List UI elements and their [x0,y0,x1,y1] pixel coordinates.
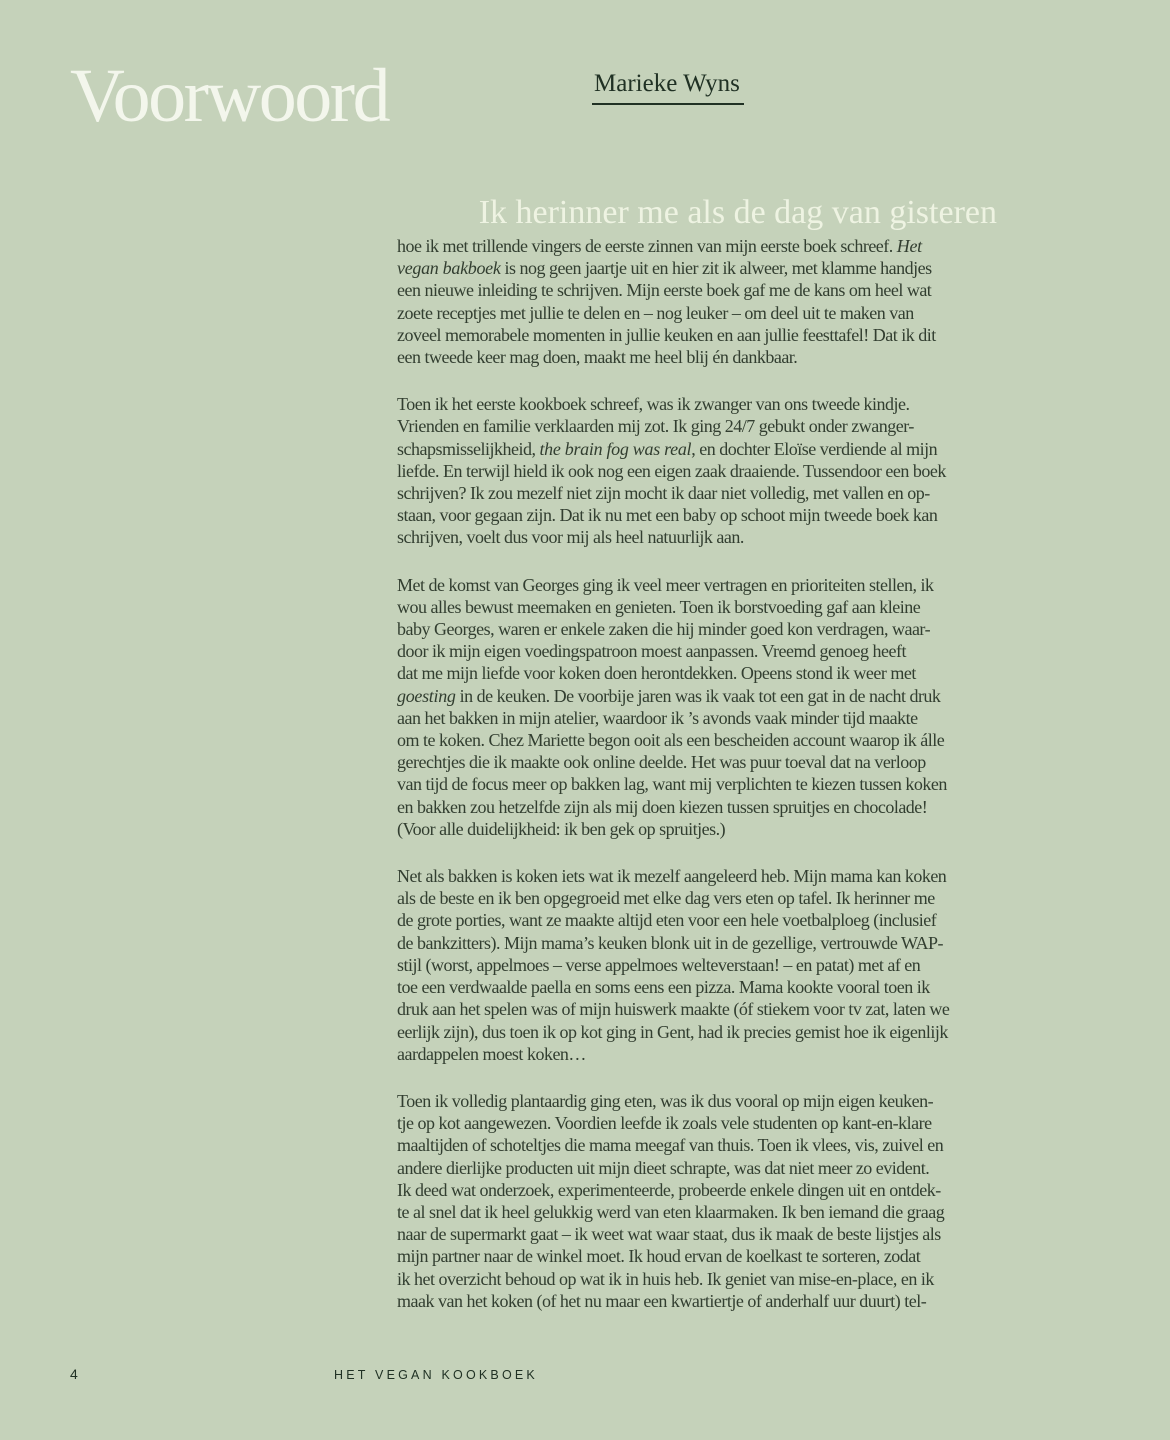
text-line: eerlijk zijn), dus toen ik op kot ging in Gent, had ik precies gemist hoe ik eigenlijk [397,1021,948,1042]
body-text [397,235,1015,1312]
text-line: een tweede keer mag doen, maakt me heel blij én dankbaar. [397,347,798,368]
lead-heading: Ik herinner me als de dag van gisteren [478,194,997,231]
text-line: een nieuwe inleiding te schrijven. Mijn eerste boek gaf me de kans om heel wat [397,280,932,301]
text-line: maak van het koken (of het nu maar een kwartiertje of anderhalf uur duurt) tel- [397,1290,927,1311]
paragraph [397,393,1015,548]
text-column [397,194,1015,1312]
text-line: naar de supermarkt gaat – ik weet wat waar staat, dus ik maak de beste lijstjes als [397,1224,941,1245]
text-line: van tijd de focus meer op bakken lag, want mij verplichten te kiezen tussen koken [397,774,947,795]
text-line: door ik mijn eigen voedingspatroon moest aanpassen. Vreemd genoeg heeft [397,641,906,662]
text-line: Met de komst van Georges ging ik veel meer vertragen en prioriteiten stellen, ik [397,574,934,595]
text-line: te al snel dat ik heel gelukkig werd van eten klaarmaken. Ik ben iemand die graag [397,1201,945,1222]
text-line: gerechtjes die ik maakte ook online deelde. Het was puur toeval dat na verloop [397,752,926,773]
text-line: stijl (worst, appelmoes – verse appelmoes welteverstaan! – en patat) met af en [397,954,921,975]
text-line: en bakken zou hetzelfde zijn als mij doen kiezen tussen spruitjes en chocolade! [397,796,928,817]
text-line: schapsmisselijkheid, the brain fog was real, en dochter Eloïse verdiende al mijn [397,438,938,459]
text-line: mijn partner naar de winkel moet. Ik houd ervan de koelkast te sorteren, zodat [397,1246,921,1267]
text-line: ik het overzicht behoud op wat ik in huis heb. Ik geniet van mise-en-place, en ik [397,1268,934,1289]
text-line: aan het bakken in mijn atelier, waardoor ik ’s avonds vaak minder tijd maakte [397,707,918,728]
text-line: staan, voor gegaan zijn. Dat ik nu met een baby op schoot mijn tweede boek kan [397,505,938,526]
text-line: andere dierlijke producten uit mijn dieet schrapte, was dat niet meer zo evident. [397,1157,930,1178]
text-line: Toen ik het eerste kookboek schreef, was ik zwanger van ons tweede kindje. [397,394,910,415]
text-line: liefde. En terwijl hield ik ook nog een eigen zaak draaiende. Tussendoor een boek [397,460,946,481]
text-line: tje op kot aangewezen. Voordien leefde ik zoals vele studenten op kant-en-klare [397,1113,932,1134]
paragraph [397,865,1015,1065]
text-line: toe een verdwaalde paella en soms eens een pizza. Mama kookte vooral toen ik [397,977,930,998]
page-title: Voorwoord [70,54,389,138]
paragraph [397,235,1015,368]
page-number: 4 [70,1366,78,1382]
text-line: de grote porties, want ze maakte altijd eten voor een hele voetbalploeg (inclusief [397,910,937,931]
text-line: Ik deed wat onderzoek, experimenteerde, probeerde enkele dingen uit en ontdek- [397,1179,941,1200]
text-line: schrijven? Ik zou mezelf niet zijn mocht ik daar niet volledig, met vallen en op- [397,483,930,504]
text-line: hoe ik met trillende vingers de eerste zinnen van mijn eerste boek schreef. Het [397,236,922,256]
text-line: zoveel memorabele momenten in jullie keuken en aan jullie feesttafel! Dat ik dit [397,324,936,345]
text-line: aardappelen moest koken… [397,1043,586,1064]
text-line: de bankzitters). Mijn mama’s keuken blonk uit in de gezellige, vertrouwde WAP- [397,932,944,953]
text-line: Vrienden en familie verklaarden mij zot. Ik ging 24/7 gebukt onder zwanger- [397,416,914,437]
text-line: vegan bakboek is nog geen jaartje uit en hier zit ik alweer, met klamme handjes [397,258,932,279]
text-line: om te koken. Chez Mariette begon ooit als een bescheiden account waarop ik álle [397,730,945,751]
text-line: wou alles bewust meemaken en genieten. Toen ik borstvoeding gaf aan kleine [397,596,921,617]
author-name: Marieke Wyns [592,70,744,105]
running-title: HET VEGAN KOOKBOEK [334,1368,538,1382]
text-line: schrijven, voelt dus voor mij als heel natuurlijk aan. [397,527,744,548]
text-line: Net als bakken is koken iets wat ik mezelf aangeleerd heb. Mijn mama kan koken [397,866,947,887]
text-line: maaltijden of schoteltjes die mama meegaf van thuis. Toen ik vlees, vis, zuivel en [397,1135,944,1156]
text-line: Toen ik volledig plantaardig ging eten, was ik dus vooral op mijn eigen keuken- [397,1090,934,1111]
paragraph [397,574,1015,840]
text-line: druk aan het spelen was of mijn huiswerk maakte (óf stiekem voor tv zat, laten we [397,999,950,1020]
text-line: als de beste en ik ben opgegroeid met elke dag vers eten op tafel. Ik herinner me [397,888,935,909]
text-line: (Voor alle duidelijkheid: ik ben gek op spruitjes.) [397,818,726,839]
text-line: goesting in de keuken. De voorbije jaren was ik vaak tot een gat in de nacht druk [397,685,941,706]
text-line: zoete receptjes met jullie te delen en – nog leuker – om deel uit te maken van [397,302,914,323]
paragraph [397,1090,1015,1312]
text-line: dat me mijn liefde voor koken doen herontdekken. Opeens stond ik weer met [397,663,916,684]
text-line: baby Georges, waren er enkele zaken die hij minder goed kon verdragen, waar- [397,619,931,640]
